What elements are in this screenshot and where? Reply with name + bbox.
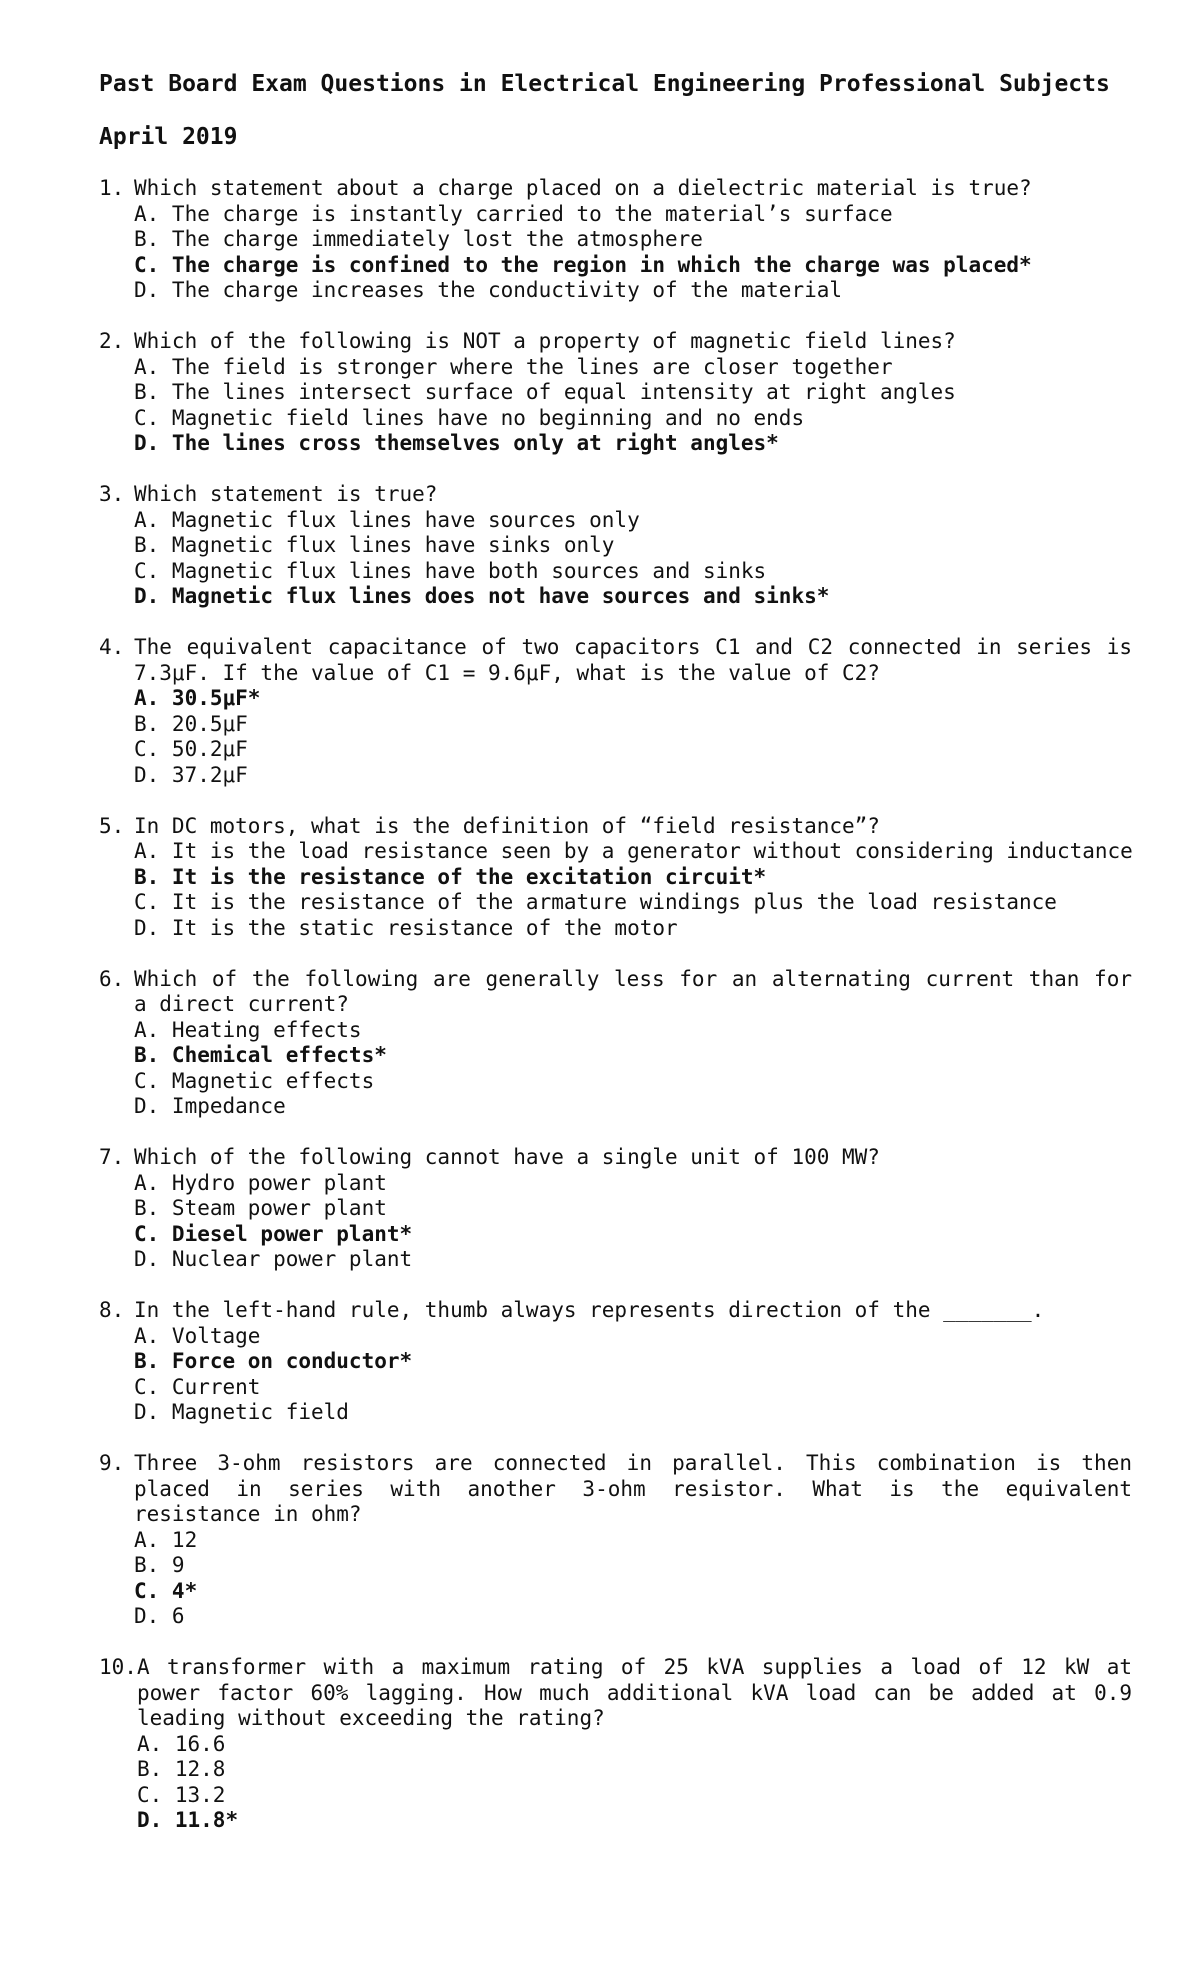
question-item [99, 635, 1132, 788]
question-number: 10. [99, 1655, 137, 1679]
question-item [99, 1298, 1132, 1426]
question-body [134, 1145, 1132, 1273]
exam-date: April 2019 [99, 124, 238, 150]
question-number: 9. [99, 1451, 125, 1475]
question-item [99, 1655, 1132, 1834]
option-list [134, 839, 1133, 941]
answer-option: B. Force on conductor* [134, 1349, 413, 1373]
question-item [99, 482, 1132, 610]
question-body [137, 1655, 1132, 1834]
option-item: D. Magnetic field [134, 1400, 349, 1424]
question-number: 7. [99, 1145, 125, 1169]
option-item: D. 37.2μF [134, 762, 248, 787]
question-item [99, 1451, 1132, 1630]
option-item: A. 12 [134, 1527, 198, 1552]
question-number: 3. [99, 482, 125, 506]
option-item: A. The charge is instantly carried to the material’s surface [134, 201, 893, 226]
option-list [134, 1171, 1132, 1273]
answer-option: C. The charge is confined to the region in which the charge was placed* [134, 252, 1032, 277]
question-text: In DC motors, what is the definition of “field resistance”? [134, 813, 880, 838]
question-item [99, 176, 1132, 304]
option-list [134, 508, 1132, 610]
option-item: D. Nuclear power plant [134, 1247, 413, 1271]
answer-option: A. 30.5μF* [134, 686, 261, 710]
question-number: 1. [99, 176, 125, 200]
question-text: In the left-hand rule, thumb always represents direction of the _______. [134, 1298, 1045, 1322]
question-body [134, 1451, 1132, 1630]
option-list [134, 355, 1132, 457]
option-item: B. 9 [134, 1553, 185, 1577]
option-item: A. Magnetic flux lines have sources only [134, 507, 640, 532]
question-number: 8. [99, 1298, 125, 1322]
question-number: 4. [99, 635, 125, 659]
question-body [134, 176, 1132, 304]
option-list [134, 202, 1132, 304]
option-list [134, 1528, 1132, 1630]
option-item: B. The lines intersect surface of equal intensity at right angles [134, 380, 956, 404]
option-item: C. Magnetic flux lines have both sources and sinks [134, 558, 767, 583]
option-item: A. Hydro power plant [134, 1170, 387, 1195]
question-text: The equivalent capacitance of two capacitors C1 and C2 connected in series is 7.3μF. If the value of C1 = 9.6μF, what is the value of C2? [134, 635, 1132, 685]
option-item: D. 6 [134, 1604, 185, 1628]
question-body [134, 967, 1132, 1120]
option-list [137, 1732, 1132, 1834]
question-body [134, 1298, 1132, 1426]
option-item: B. Magnetic flux lines have sinks only [134, 533, 615, 557]
question-item [99, 1145, 1132, 1273]
question-number: 2. [99, 329, 125, 353]
answer-option: D. 11.8* [136, 1808, 239, 1832]
option-item: B. 20.5μF [134, 711, 248, 736]
question-body [134, 482, 1132, 610]
option-item: C. Current [134, 1374, 261, 1399]
question-text: Which of the following are generally less for an alternating current than for a direct current? [134, 966, 1132, 1016]
question-body [134, 814, 1133, 942]
question-body [134, 635, 1132, 788]
question-text: Which statement is true? [134, 482, 438, 506]
answer-option: D. Magnetic flux lines does not have sources and sinks* [134, 584, 830, 608]
option-list [134, 1018, 1132, 1120]
question-item [99, 329, 1132, 457]
question-text: Which of the following cannot have a single unit of 100 MW? [134, 1145, 880, 1169]
option-item: C. 50.2μF [134, 737, 248, 761]
question-body [134, 329, 1132, 457]
option-item: D. It is the static resistance of the motor [134, 915, 678, 940]
option-list [134, 1324, 1132, 1426]
option-list [134, 686, 1132, 788]
answer-option: B. Chemical effects* [134, 1043, 387, 1067]
option-item: A. The field is stronger where the lines are closer together [134, 354, 893, 379]
question-text: Three 3-ohm resistors are connected in parallel. This combination is then placed in series with another 3-ohm resistor. What is the equivalent resistance in ohm? [134, 1451, 1132, 1526]
answer-option: C. 4* [134, 1578, 198, 1603]
option-item: C. Magnetic effects [134, 1068, 375, 1093]
option-item: A. Voltage [134, 1323, 261, 1348]
answer-option: C. Diesel power plant* [134, 1221, 413, 1246]
option-item: B. The charge immediately lost the atmosphere [134, 227, 703, 251]
option-item: C. 13.2 [136, 1782, 226, 1807]
document-title: Past Board Exam Questions in Electrical Engineering Professional Subjects [99, 71, 1110, 97]
question-number: 5. [99, 813, 125, 838]
option-item: D. Impedance [134, 1094, 286, 1118]
option-item: D. The charge increases the conductivity of the material [134, 278, 843, 302]
question-number: 6. [99, 966, 125, 991]
question-item [99, 967, 1132, 1120]
answer-option: D. The lines cross themselves only at right angles* [134, 431, 779, 455]
option-item: A. Heating effects [134, 1017, 362, 1042]
question-text: Which of the following is NOT a property of magnetic field lines? [134, 329, 956, 353]
question-text: A transformer with a maximum rating of 25 kVA supplies a load of 12 kW at power factor 60% lagging. How much additional kVA load can be added at 0.9 leading without exceeding the rating? [136, 1655, 1132, 1730]
question-list [99, 176, 1132, 1834]
option-item: B. Steam power plant [134, 1196, 387, 1220]
question-item [99, 814, 1132, 942]
option-item: C. It is the resistance of the armature windings plus the load resistance [134, 890, 1057, 914]
option-item: C. Magnetic field lines have no beginning and no ends [134, 405, 805, 430]
option-item: A. 16.6 [136, 1731, 226, 1756]
option-item: B. 12.8 [136, 1757, 226, 1781]
question-text: Which statement about a charge placed on a dielectric material is true? [134, 176, 1032, 200]
answer-option: B. It is the resistance of the excitation circuit* [134, 864, 767, 889]
option-item: A. It is the load resistance seen by a generator without considering inductance [134, 839, 1133, 863]
